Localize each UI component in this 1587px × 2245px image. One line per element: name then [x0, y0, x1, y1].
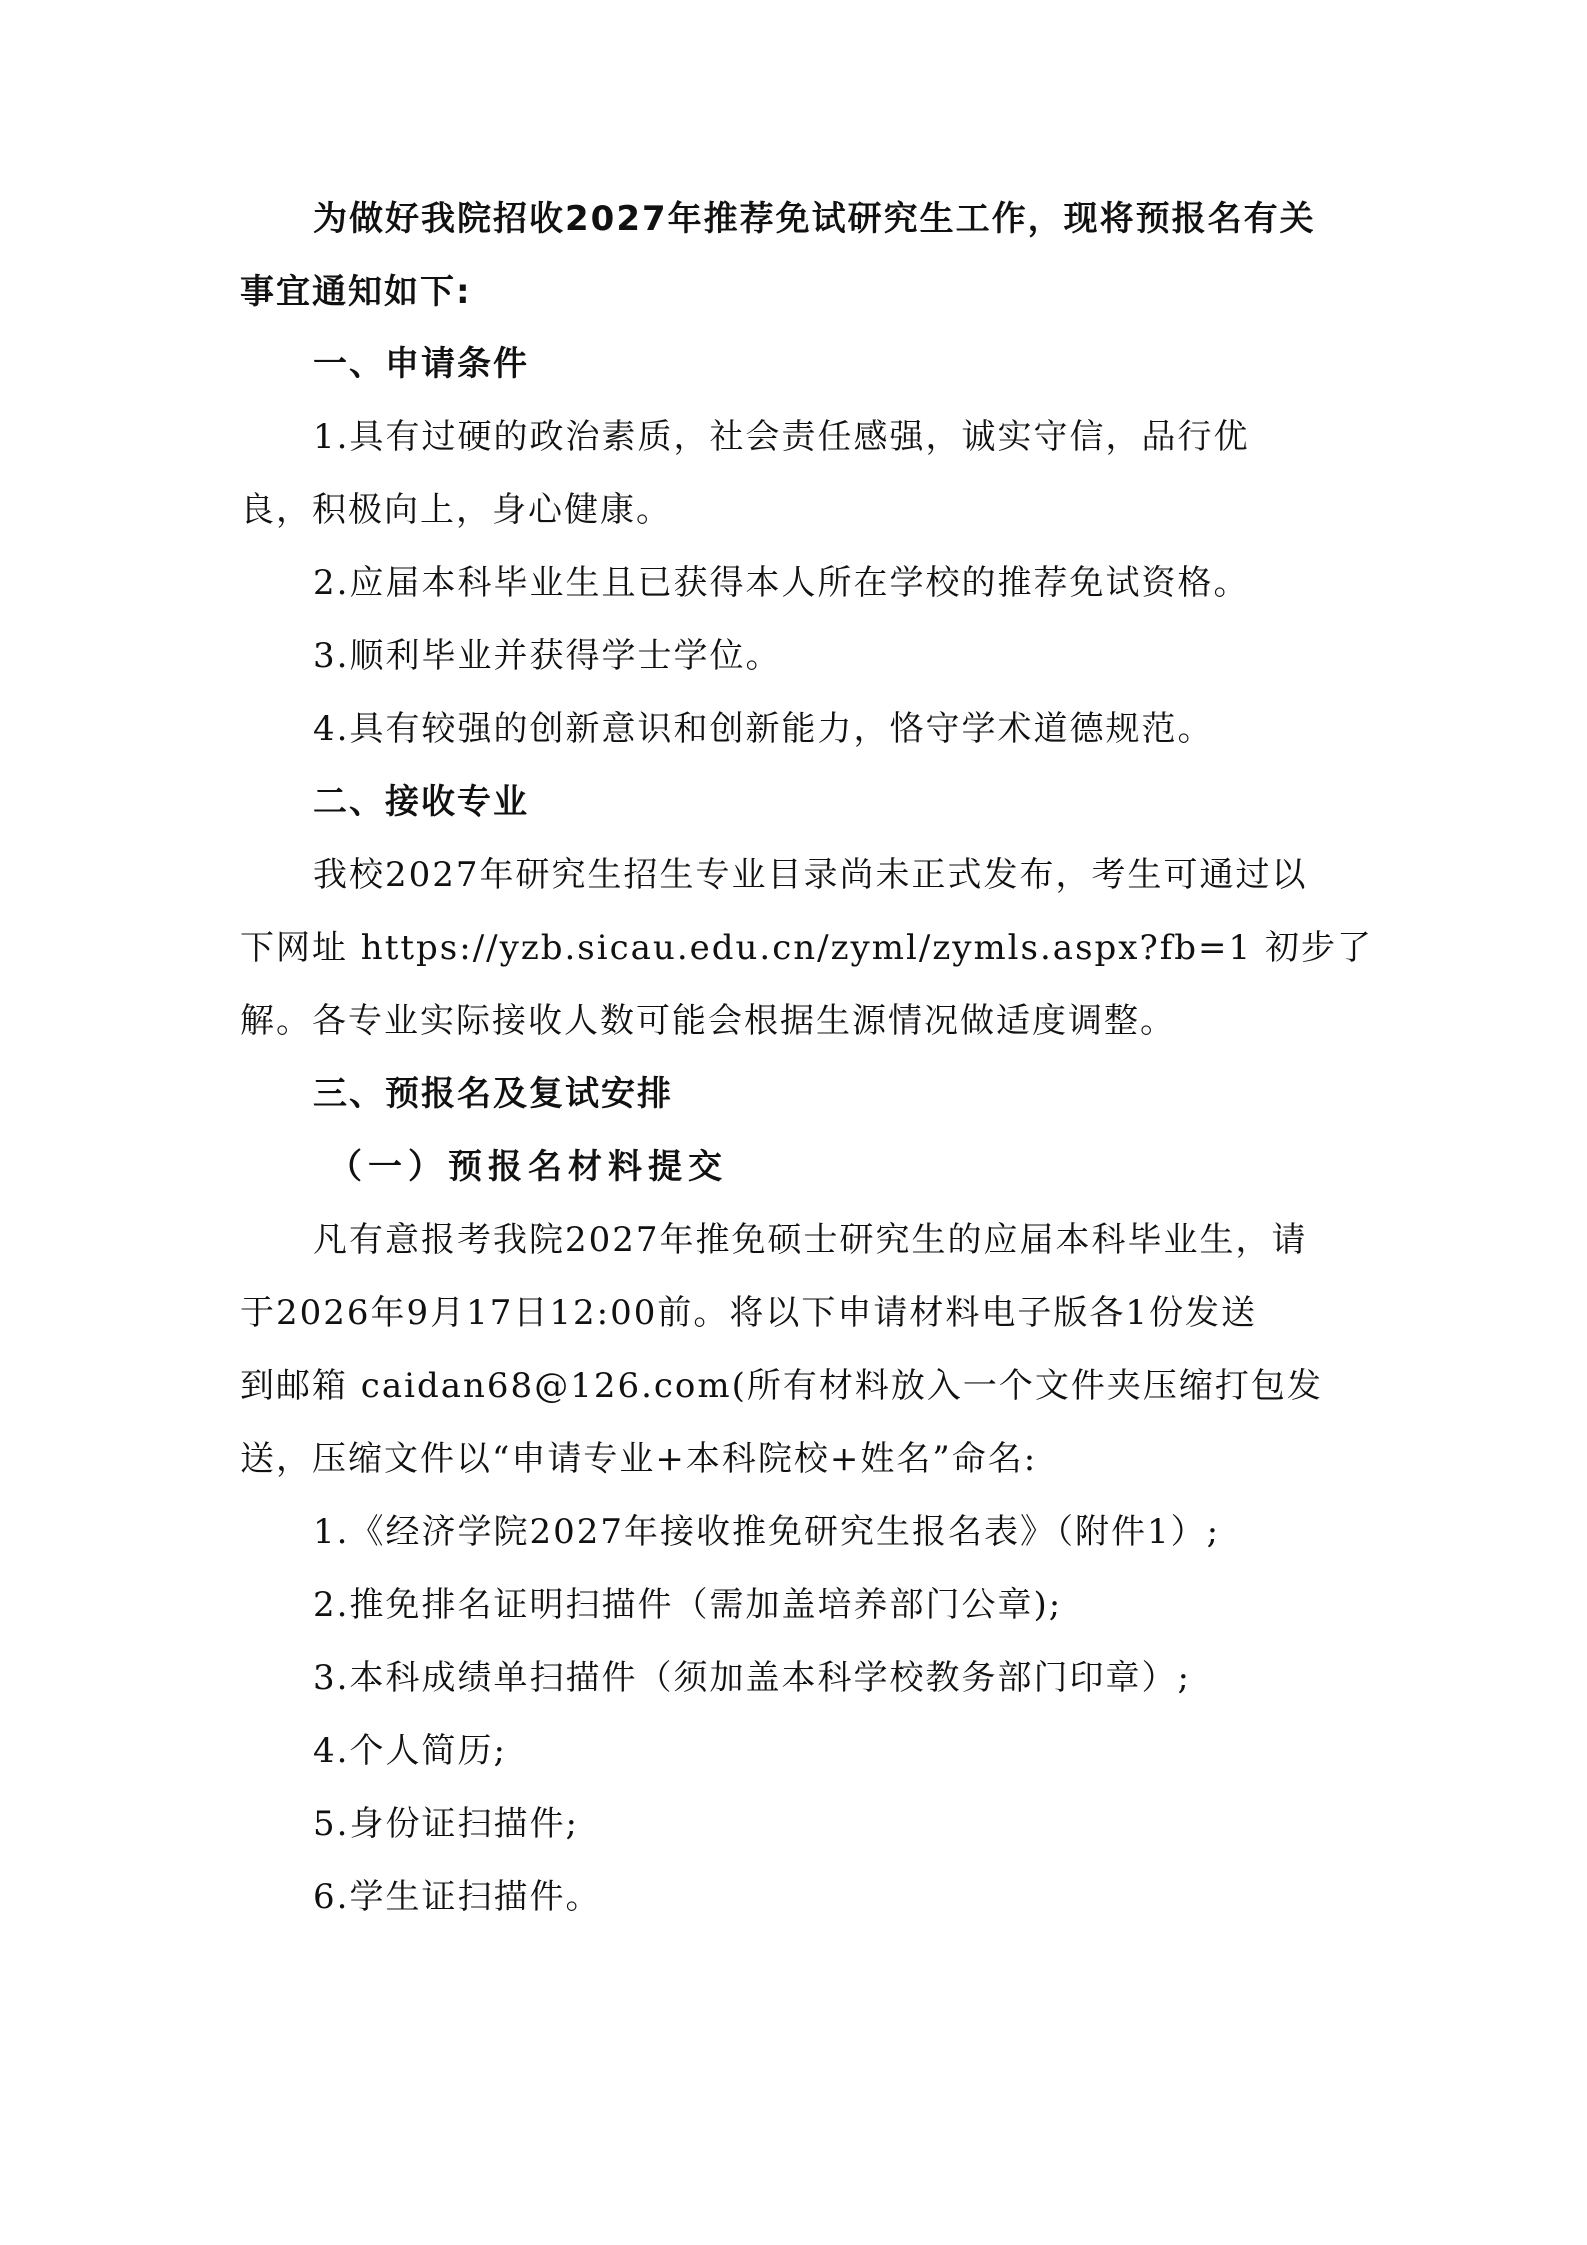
intro-line-2: 事宜通知如下:: [240, 272, 472, 312]
majors-para-line-2: 下网址 https://yzb.sicau.edu.cn/zyml/zymls.aspx?fb=1 初步了: [240, 928, 1373, 968]
material-item-4: 4.个人简历;: [313, 1731, 507, 1771]
condition-1-line-1: 1.具有过硬的政治素质，社会责任感强，诚实守信，品行优: [313, 417, 1250, 457]
material-item-3: 3.本科成绩单扫描件（须加盖本科学校教务部门印章）;: [313, 1658, 1191, 1698]
condition-2: 2.应届本科毕业生且已获得本人所在学校的推荐免试资格。: [313, 563, 1250, 603]
majors-para-line-1: 我校2027年研究生招生专业目录尚未正式发布，考生可通过以: [313, 855, 1308, 895]
section-heading-majors: 二、接收专业: [313, 782, 529, 822]
condition-4: 4.具有较强的创新意识和创新能力，恪守学术道德规范。: [313, 709, 1214, 749]
registration-para-line-3: 到邮箱 caidan68@126.com(所有材料放入一个文件夹压缩打包发: [240, 1366, 1323, 1406]
intro-line-1: 为做好我院招收2027年推荐免试研究生工作，现将预报名有关: [313, 199, 1316, 239]
material-item-2: 2.推免排名证明扫描件（需加盖培养部门公章);: [313, 1585, 1063, 1625]
material-item-5: 5.身份证扫描件;: [313, 1804, 579, 1844]
section-heading-registration: 三、预报名及复试安排: [313, 1074, 673, 1114]
condition-3: 3.顺利毕业并获得学士学位。: [313, 636, 782, 676]
material-item-1: 1.《经济学院2027年接收推免研究生报名表》（附件1）;: [313, 1512, 1221, 1552]
registration-para-line-1: 凡有意报考我院2027年推免硕士研究生的应届本科毕业生，请: [313, 1220, 1308, 1260]
registration-para-line-4: 送，压缩文件以“申请专业+本科院校+姓名”命名:: [240, 1439, 1038, 1479]
section-heading-conditions: 一、申请条件: [313, 344, 529, 384]
majors-para-line-3: 解。各专业实际接收人数可能会根据生源情况做适度调整。: [240, 1001, 1176, 1041]
registration-para-line-2: 于2026年9月17日12:00前。将以下申请材料电子版各1份发送: [240, 1293, 1258, 1333]
material-item-6: 6.学生证扫描件。: [313, 1877, 602, 1917]
subheading-materials: （一）预报名材料提交: [328, 1147, 728, 1187]
condition-1-line-2: 良，积极向上，身心健康。: [240, 490, 672, 530]
